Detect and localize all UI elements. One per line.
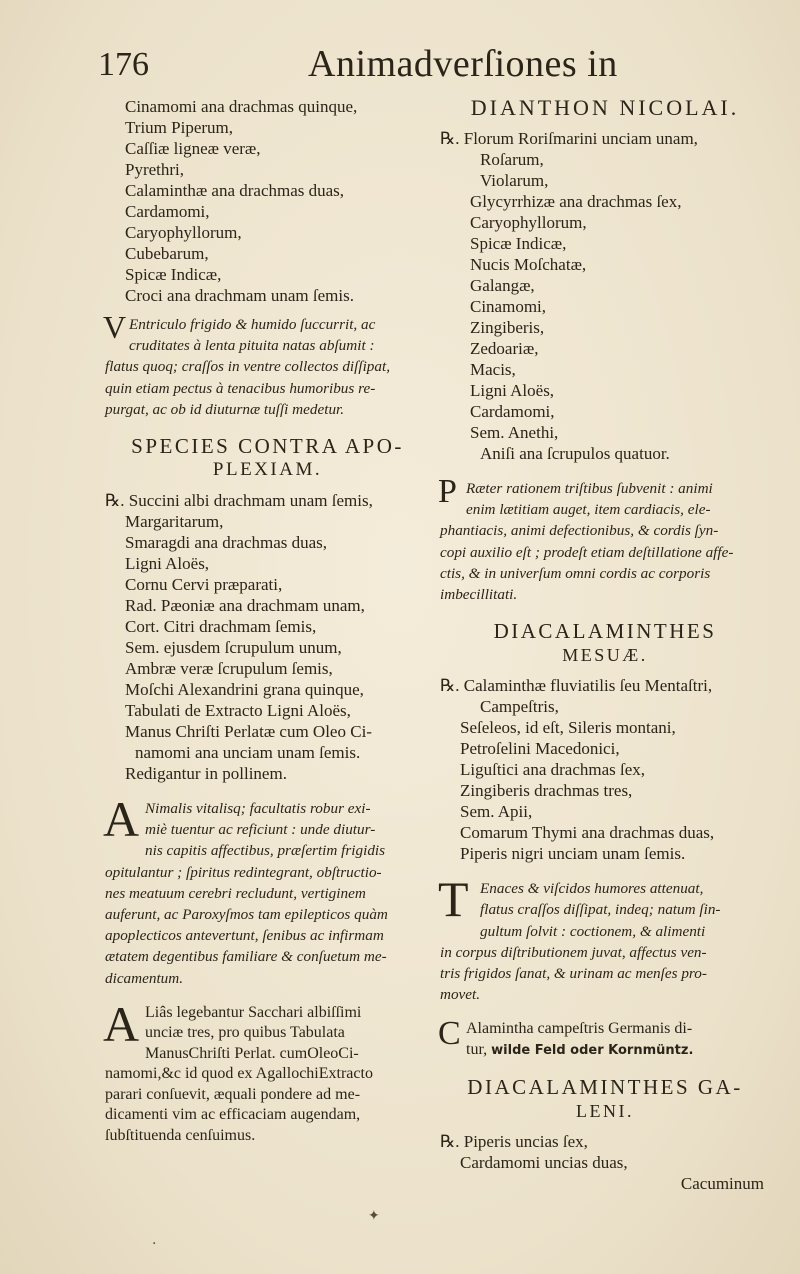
commentary-line: gultum ſolvit : coctionem, & alimenti [480, 922, 706, 940]
recipe-line: Sem. Apii, [460, 802, 533, 822]
note-line: Liâs legebantur Sacchari albiſſimi [145, 1003, 362, 1021]
note-line: parari conſuevit, æquali pondere ad me- [105, 1085, 361, 1103]
recipe-line: Croci ana drachmam unam ſemis. [125, 286, 354, 305]
recipe [105, 490, 430, 784]
recipe-line: ℞. Piperis uncias ſex, [440, 1132, 588, 1152]
commentary-line: ætatem degentibus familiare & conſuetum me- [105, 948, 387, 966]
commentary-line: Entriculo frigido & humido ſuccurrit, ac [129, 316, 376, 333]
heading-line: DIACALAMINTHES [493, 619, 717, 644]
page-header [98, 42, 758, 90]
heading-line: PLEXIAM. [212, 459, 323, 481]
recipe-line: Redigantur in pollinem. [125, 764, 287, 784]
note-line [440, 1040, 770, 1062]
commentary-line: Enaces & viſcidos humores attenuat, [480, 880, 704, 898]
recipe-line: Liguſtici ana drachmas ſex, [460, 760, 646, 780]
recipe-line: Rad. Pæoniæ ana drachmam unam, [125, 596, 365, 616]
left-column [105, 96, 430, 1146]
recipe-line: Sem. Anethi, [470, 423, 559, 442]
commentary-line: movet. [440, 986, 481, 1004]
editorial-note [438, 1015, 770, 1061]
commentary-paragraph [438, 871, 770, 1005]
commentary-line: ctis, & in univerſum omni cordis ac corporis [440, 564, 711, 582]
section-heading [440, 1075, 770, 1123]
commentary-line: miè tuentur ac reficiunt : unde diutur- [145, 821, 376, 839]
commentary-line: purgat, ac ob id diuturnæ tuſſi medetur. [105, 400, 345, 418]
recipe-line: namomi ana unciam unam ſemis. [135, 743, 361, 763]
recipe [440, 675, 770, 864]
recipe-continued [105, 96, 430, 306]
initial-letter: C [438, 1015, 461, 1053]
commentary-line: opitulantur ; ſpiritus redintegrant, obſtructio- [105, 863, 382, 881]
recipe-line: Calaminthæ ana drachmas duas, [125, 181, 345, 200]
recipe-line: Tabulati de Extracto Ligni Aloës, [125, 701, 351, 721]
note-line: Alamintha campeſtris Germanis di- [466, 1020, 693, 1038]
recipe-line: Zingiberis, [470, 318, 545, 337]
catchword: Cacuminum [680, 1174, 764, 1194]
commentary-line: phantiacis, animi defectionibus, & cordis ſyn- [440, 522, 719, 540]
recipe-line: ℞. Succini albi drachmam unam ſemis, [105, 491, 373, 511]
commentary-line: cruditates à lenta pituita natas abſumit : [129, 337, 375, 355]
note-line: ManusChriſti Perlat. cumOleoCi- [145, 1044, 359, 1062]
recipe-line: Piperis nigri unciam unam ſemis. [460, 844, 686, 864]
printer-ornament: · [152, 1236, 157, 1252]
initial-letter: T [438, 871, 469, 928]
recipe-line: Ligni Aloës, [470, 381, 555, 400]
recipe-line: Roſarum, [480, 150, 544, 169]
recipe-line: Cardamomi uncias duas, [460, 1153, 628, 1173]
recipe-line: Ambræ veræ ſcrupulum ſemis, [125, 659, 333, 679]
commentary-line: copi auxilio eſt ; prodeſt etiam deſtillatione affe- [440, 543, 734, 561]
recipe-line: Comarum Thymi ana drachmas duas, [460, 823, 715, 843]
recipe-line: Moſchi Alexandrini grana quinque, [125, 680, 364, 700]
page-number: 176 [98, 46, 149, 83]
recipe [440, 1131, 770, 1194]
commentary-line: Ræter rationem triſtibus ſubvenit : animi [466, 480, 713, 497]
note-line: unciæ tres, pro quibus Tabulata [145, 1024, 345, 1042]
note-line: dicamenti vim ac efficaciam augendam, [105, 1106, 361, 1124]
recipe-line: Glycyrrhizæ ana drachmas ſex, [470, 192, 682, 211]
commentary-line: tris frigidos ſanat, & urinam ac menſes pro- [440, 965, 707, 983]
commentary-line: imbecillitati. [440, 586, 518, 604]
initial-letter: A [103, 791, 140, 848]
recipe-line: Manus Chriſti Perlatæ cum Oleo Ci- [125, 722, 372, 742]
note-text: tur, [466, 1040, 488, 1058]
recipe-line: Spicæ Indicæ, [470, 234, 567, 253]
recipe-line: Cardamomi, [470, 402, 555, 421]
initial-letter: A [103, 995, 140, 1052]
recipe-line: Macis, [470, 360, 516, 379]
recipe-line: Zedoariæ, [470, 339, 539, 358]
recipe-line: Margaritarum, [125, 512, 224, 532]
recipe-line: Ligni Aloës, [125, 554, 210, 574]
recipe-line: Spicæ Indicæ, [125, 265, 222, 284]
recipe-line: Zingiberis drachmas tres, [460, 781, 633, 801]
recipe-line: Cinamomi ana drachmas quinque, [125, 97, 358, 116]
commentary-line: nes meatuum cerebri recludunt, vertiginem [105, 884, 366, 902]
commentary-paragraph [103, 309, 430, 420]
commentary-line: enim lætitiam auget, item cardiacis, ele- [466, 501, 711, 519]
editorial-note [103, 995, 430, 1147]
heading-line: DIACALAMINTHES GA- [467, 1075, 743, 1100]
commentary-line: nis capitis affectibus, præſertim frigidis [145, 842, 386, 860]
recipe-line: Cubebarum, [125, 244, 209, 263]
commentary-line: flatus craſſos diſſipat, indeq; natum ſin- [480, 901, 721, 919]
recipe-line: Sem. ejusdem ſcrupulum unum, [125, 638, 342, 658]
section-heading: DIANTHON NICOLAI. [470, 95, 740, 120]
right-column [440, 96, 770, 1194]
recipe-line: Campeſtris, [480, 697, 559, 717]
recipe-line: Pyrethri, [125, 160, 185, 179]
recipe-line: Cinamomi, [470, 297, 547, 316]
recipe-line: Aniſi ana ſcrupulos quatuor. [480, 444, 670, 463]
recipe-line: Cort. Citri drachmam ſemis, [125, 617, 317, 637]
heading-line: SPECIES CONTRA APO- [131, 434, 404, 459]
printer-ornament: ✦ [368, 1208, 380, 1224]
note-line: ſubſtituenda cenſuimus. [105, 1126, 256, 1144]
recipe-line: Seſeleos, id eſt, Sileris montani, [460, 718, 676, 738]
recipe-line: Cardamomi, [125, 202, 210, 221]
recipe-line: Violarum, [480, 171, 549, 190]
recipe-line: Caſſiæ ligneæ veræ, [125, 139, 261, 158]
recipe-line: Caryophyllorum, [470, 213, 587, 232]
recipe-line: ℞. Florum Roriſmarini unciam unam, [440, 129, 698, 148]
note-line: namomi,&c id quod ex AgallochiExtracto [105, 1065, 373, 1083]
commentary-paragraph [438, 473, 770, 605]
recipe-line: Trium Piperum, [125, 118, 234, 137]
commentary-line: in corpus diſtributionem juvat, affectus ven- [440, 943, 707, 961]
recipe-line: Galangæ, [470, 276, 535, 295]
commentary-line: auferunt, ac Paroxyſmos tam epilepticos quàm [105, 906, 388, 924]
commentary-line: apoplecticos antevertunt, ſenibus ac infirmam [105, 927, 384, 945]
recipe-line: Smaragdi ana drachmas duas, [125, 533, 328, 553]
commentary-paragraph [103, 791, 430, 989]
commentary-line: quin etiam pectus à tenacibus humoribus re- [105, 379, 376, 397]
initial-letter: V [103, 309, 127, 345]
section-heading [105, 434, 430, 482]
recipe-line: Caryophyllorum, [125, 223, 242, 242]
blackletter-text: wilde Feld oder Kornmüntz. [491, 1042, 694, 1058]
commentary-line: Nimalis vitalisq; facultatis robur exi- [145, 800, 371, 818]
recipe-line: Petroſelini Macedonici, [460, 739, 620, 759]
running-title: Animadverſiones in [308, 43, 618, 85]
recipe [440, 128, 770, 464]
recipe-line: Cornu Cervi præparati, [125, 575, 283, 595]
recipe-line: ℞. Calaminthæ fluviatilis ſeu Mentaſtri, [440, 676, 713, 696]
commentary-line: flatus quoq; craſſos in ventre collectos diſſipat, [105, 358, 391, 376]
heading-line: MESUÆ. [562, 645, 648, 666]
section-heading [440, 619, 770, 667]
commentary-line: dicamentum. [105, 969, 184, 987]
heading-line: LENI. [576, 1101, 634, 1122]
recipe-line: Nucis Moſchatæ, [470, 255, 587, 274]
initial-letter: P [438, 473, 457, 510]
